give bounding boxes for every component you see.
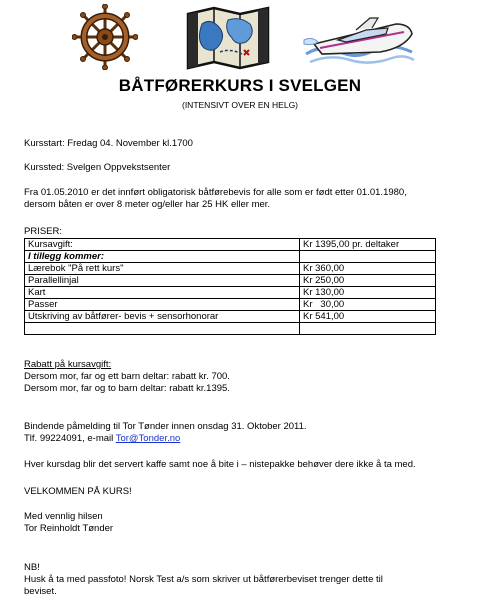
greeting: Med vennlig hilsen xyxy=(24,511,103,522)
registration-line: Bindende påmelding til Tor Tønder innen onsdag 31. Oktober 2011. xyxy=(24,421,307,432)
price-value: Kr 541,00 xyxy=(300,311,436,323)
price-value: Kr 360,00 xyxy=(300,263,436,275)
discount-line-1: Dersom mor, far og ett barn deltar: rabatt kr. 700. xyxy=(24,371,230,382)
motorboat-icon xyxy=(300,10,418,68)
price-label: Parallellinjal xyxy=(25,275,300,287)
price-value: Kr 250,00 xyxy=(300,275,436,287)
price-label: I tillegg kommer: xyxy=(25,251,300,263)
treasure-map-icon xyxy=(180,4,276,70)
page-subtitle: (INTENSIVT OVER EN HELG) xyxy=(181,100,299,110)
nb-line-1: Husk å ta med passfoto! Norsk Test a/s som skriver ut båtførerbeviset trenger dette til xyxy=(24,574,383,585)
table-row xyxy=(25,323,436,335)
signer-name: Tor Reinholdt Tønder xyxy=(24,523,114,534)
price-label: Kart xyxy=(25,287,300,299)
price-value xyxy=(300,251,436,263)
table-row xyxy=(25,299,436,311)
page-title: BÅTFØRERKURS I SVELGEN xyxy=(118,76,362,95)
discount-line-2: Dersom mor, far og to barn deltar: rabatt kr.1395. xyxy=(24,383,230,394)
phone-text: Tlf. 99224091, e-mail xyxy=(24,433,116,444)
course-start: Kursstart: Fredag 04. November kl.1700 xyxy=(24,138,193,149)
price-label xyxy=(25,323,300,335)
discount-heading: Rabatt på kursavgift: xyxy=(24,359,112,370)
price-value: Kr 130,00 xyxy=(300,287,436,299)
welcome-text: VELKOMMEN PÅ KURS! xyxy=(24,486,132,497)
nb-label: NB! xyxy=(24,562,40,573)
contact-line xyxy=(24,433,180,444)
price-value: Kr 1395,00 pr. deltaker xyxy=(300,239,436,251)
table-row xyxy=(25,263,436,275)
coffee-note: Hver kursdag blir det servert kaffe samt noe å bite i – nistepakke behøver dere ikke å ta med. xyxy=(24,459,416,470)
ship-wheel-icon xyxy=(72,4,138,70)
price-value: Kr 30,00 xyxy=(300,299,436,311)
nb-line-2: beviset. xyxy=(24,586,57,597)
price-label: Passer xyxy=(25,299,300,311)
price-label: Lærebok "På rett kurs" xyxy=(25,263,300,275)
table-row xyxy=(25,275,436,287)
table-row xyxy=(25,311,436,323)
table-row xyxy=(25,251,436,263)
table-row xyxy=(25,239,436,251)
prices-heading: PRISER: xyxy=(24,226,63,237)
email-link[interactable]: Tor@Tonder.no xyxy=(115,433,181,444)
course-location: Kurssted: Svelgen Oppvekstsenter xyxy=(24,162,171,173)
rule-line-2: dersom båten er over 8 meter og/eller har 25 HK eller mer. xyxy=(24,199,271,210)
price-value xyxy=(300,323,436,335)
price-label: Utskriving av båtfører- bevis + sensorhonorar xyxy=(25,311,300,323)
rule-line-1: Fra 01.05.2010 er det innført obligatorisk båtførebevis for alle som er født etter 01.01.1980, xyxy=(24,187,407,198)
price-label: Kursavgift: xyxy=(25,239,300,251)
price-table xyxy=(24,238,436,335)
table-row xyxy=(25,287,436,299)
